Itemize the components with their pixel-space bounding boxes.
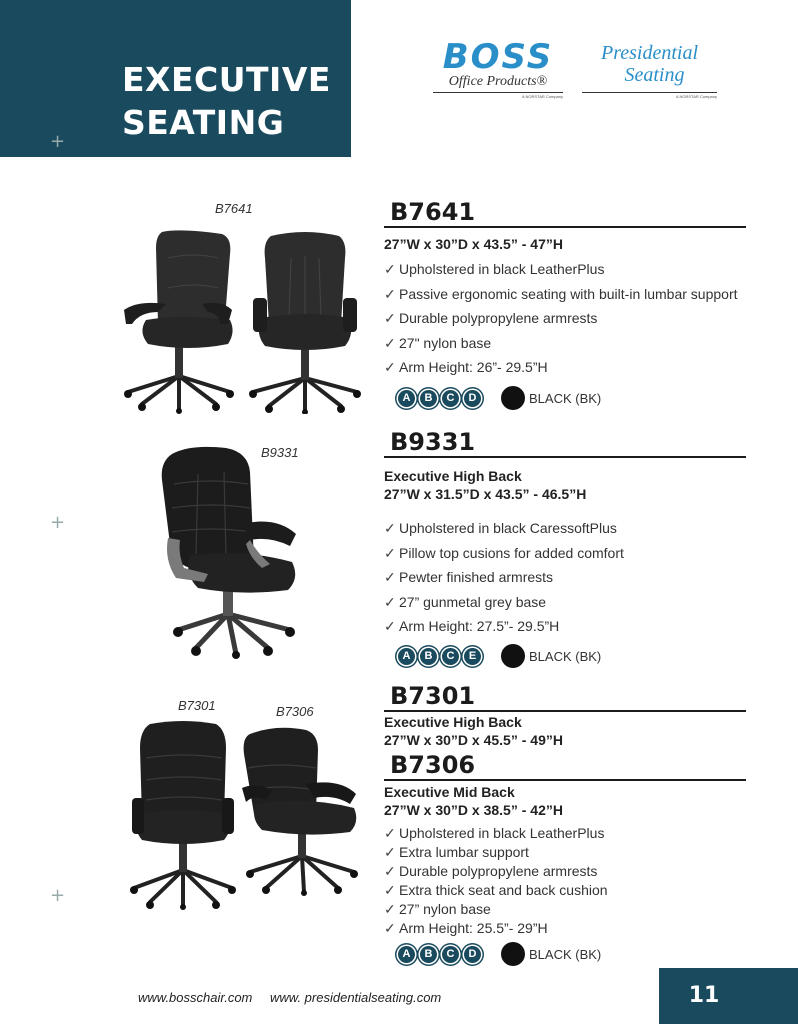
- color-label: BLACK (BK): [529, 648, 602, 664]
- chair-image-b7641-front: [247, 228, 363, 414]
- option-code-badge: C: [442, 648, 459, 665]
- dimensions-b7306: 27”W x 30”D x 38.5” - 42”H: [384, 802, 563, 818]
- color-swatch-black: [501, 644, 525, 668]
- model-title-b7641: B7641: [384, 198, 746, 228]
- page-number: 11: [688, 983, 720, 1008]
- page-title: EXECUTIVE SEATING: [122, 60, 331, 142]
- list-item: ✓ Extra lumbar support: [384, 844, 529, 860]
- check-icon: ✓: [384, 334, 396, 351]
- dimensions-b7641: 27”W x 30”D x 43.5” - 47”H: [384, 236, 563, 252]
- check-icon: ✓: [384, 359, 396, 375]
- list-item: ✓ 27” nylon base: [384, 901, 491, 917]
- dimensions-b7301: 27”W x 30”D x 45.5” - 49”H: [384, 732, 563, 748]
- list-item: ✓ 27” gunmetal grey base: [384, 590, 624, 615]
- color-label: BLACK (BK): [529, 390, 602, 406]
- color-label: BLACK (BK): [529, 946, 602, 962]
- option-code-badge: A: [398, 946, 415, 963]
- option-code-badge: B: [420, 648, 437, 665]
- list-item: ✓ Pillow top cusions for added comfort: [384, 541, 624, 566]
- check-icon: ✓: [384, 863, 396, 879]
- check-icon: ✓: [384, 593, 396, 610]
- subtitle-b7306: Executive Mid Back: [384, 784, 515, 800]
- image-label-b7306: B7306: [276, 704, 314, 719]
- list-item: ✓ Arm Height: 26”- 29.5”H: [384, 355, 738, 380]
- feature-list-b9331: [384, 516, 624, 639]
- option-code-badge: B: [420, 946, 437, 963]
- option-code-badge: C: [442, 946, 459, 963]
- check-icon: ✓: [384, 310, 396, 326]
- list-item: ✓ Passive ergonomic seating with built-in lumbar support: [384, 282, 738, 307]
- check-icon: ✓: [384, 844, 396, 860]
- option-code-badge: D: [464, 946, 481, 963]
- dimensions-b9331: 27”W x 31.5”D x 43.5” - 46.5”H: [384, 486, 587, 502]
- check-icon: ✓: [384, 882, 396, 898]
- check-icon: ✓: [384, 920, 396, 936]
- chair-image-b7301: [130, 718, 236, 910]
- registration-mark-icon: +: [50, 512, 66, 533]
- list-item: ✓ Upholstered in black LeatherPlus: [384, 825, 605, 841]
- check-icon: ✓: [384, 520, 396, 536]
- list-item: ✓ Upholstered in black LeatherPlus: [384, 257, 738, 282]
- option-code-badge: D: [464, 390, 481, 407]
- option-codes-b7641: [398, 386, 601, 410]
- check-icon: ✓: [384, 825, 396, 841]
- color-swatch-black: [501, 386, 525, 410]
- footer-links: [138, 990, 455, 1005]
- option-code-badge: C: [442, 390, 459, 407]
- option-code-badge: A: [398, 648, 415, 665]
- image-label-b9331: B9331: [261, 445, 299, 460]
- option-code-badge: A: [398, 390, 415, 407]
- presidential-seating-logo: Presidential Seating A NORSTAR Company: [582, 42, 717, 99]
- list-item: ✓ Durable polypropylene armrests: [384, 306, 738, 331]
- model-title-b9331: B9331: [384, 428, 746, 458]
- list-item: ✓ Upholstered in black CaressoftPlus: [384, 516, 624, 541]
- image-label-b7301: B7301: [178, 698, 216, 713]
- footer-link-bosschair[interactable]: www.bosschair.com: [138, 990, 253, 1005]
- image-label-b7641: B7641: [215, 201, 253, 216]
- list-item: ✓ Extra thick seat and back cushion: [384, 882, 608, 898]
- chair-image-b9331: [150, 444, 300, 660]
- subtitle-b7301: Executive High Back: [384, 714, 522, 730]
- list-item: ✓ Durable polypropylene armrests: [384, 863, 598, 879]
- model-title-b7306: B7306: [384, 751, 746, 781]
- list-item: ✓ Arm Height: 25.5”- 29”H: [384, 920, 548, 936]
- option-code-badge: B: [420, 390, 437, 407]
- check-icon: ✓: [384, 261, 396, 277]
- color-swatch-black: [501, 942, 525, 966]
- subtitle-b9331: Executive High Back: [384, 468, 522, 484]
- page-number-box: [659, 968, 798, 1024]
- footer-link-presidential[interactable]: www. presidentialseating.com: [270, 990, 442, 1005]
- option-codes-b9331: [398, 644, 601, 668]
- check-icon: ✓: [384, 544, 396, 561]
- feature-list-b7306: [384, 824, 608, 938]
- chair-image-b7641-angled: [118, 228, 240, 414]
- check-icon: ✓: [384, 901, 396, 917]
- registration-mark-icon: +: [50, 131, 66, 152]
- list-item: ✓ 27" nylon base: [384, 331, 738, 356]
- list-item: ✓ Arm Height: 27.5”- 29.5”H: [384, 614, 624, 639]
- feature-list-b7641: [384, 257, 738, 380]
- option-codes-b7306: [398, 942, 601, 966]
- model-title-b7301: B7301: [384, 682, 746, 712]
- chair-image-b7306: [236, 724, 360, 896]
- list-item: ✓ Pewter finished armrests: [384, 565, 624, 590]
- check-icon: ✓: [384, 569, 396, 585]
- option-code-badge: E: [464, 648, 481, 665]
- boss-logo: BOSS Office Products® A NORSTAR Company: [433, 40, 563, 99]
- check-icon: ✓: [384, 618, 396, 634]
- check-icon: ✓: [384, 285, 396, 302]
- registration-mark-icon: +: [50, 885, 66, 906]
